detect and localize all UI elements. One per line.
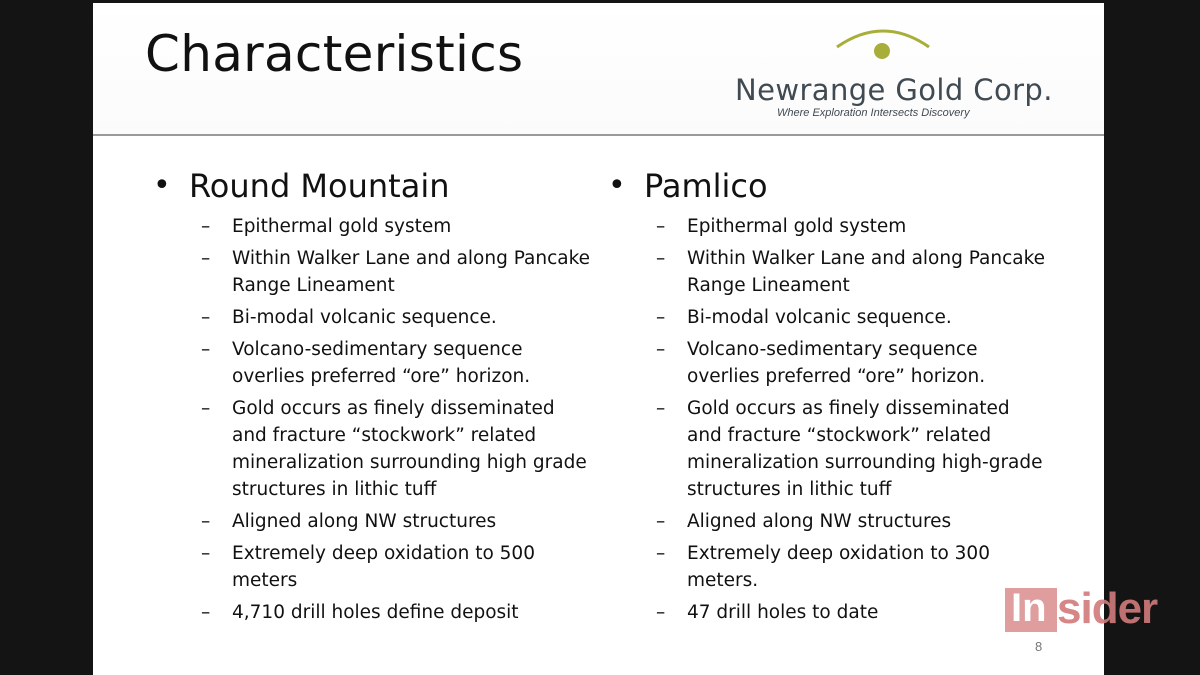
dash-mark: –	[201, 398, 211, 419]
dash-mark: –	[656, 602, 666, 623]
dash-mark: –	[656, 248, 666, 269]
list-item: – Bi-modal volcanic sequence.	[656, 304, 1046, 331]
dash-mark: –	[201, 602, 211, 623]
dash-mark: –	[201, 216, 211, 237]
characteristics-list	[151, 213, 591, 626]
dash-mark: –	[656, 307, 666, 328]
dash-mark: –	[656, 216, 666, 237]
watermark-rest: sider	[1057, 584, 1158, 633]
list-item: – Within Walker Lane and along Pancake Range Lineament	[656, 245, 1046, 299]
heading-text: Round Mountain	[189, 167, 450, 205]
slide-title: Characteristics	[145, 25, 524, 83]
list-item: – Epithermal gold system	[656, 213, 1046, 240]
dash-mark: –	[656, 511, 666, 532]
slide-header	[93, 3, 1104, 134]
list-item: – Volcano-sedimentary sequence overlies preferred “ore” horizon.	[201, 336, 591, 390]
heading-text: Pamlico	[644, 167, 768, 205]
header-divider	[93, 134, 1104, 136]
list-item: – Extremely deep oxidation to 300 meters.	[656, 540, 1046, 594]
list-item: – Epithermal gold system	[201, 213, 591, 240]
bullet-mark: •	[153, 168, 171, 203]
watermark-first: In	[1011, 586, 1047, 630]
list-item: – 47 drill holes to date	[656, 599, 1046, 626]
dash-mark: –	[201, 543, 211, 564]
bullet-mark: •	[608, 168, 626, 203]
dash-mark: –	[201, 511, 211, 532]
list-item: – Volcano-sedimentary sequence overlies preferred “ore” horizon.	[656, 336, 1046, 390]
dash-mark: –	[656, 543, 666, 564]
dash-mark: –	[656, 339, 666, 360]
logo-tagline: Where Exploration Intersects Discovery	[777, 107, 970, 119]
list-item: – Within Walker Lane and along Pancake Range Lineament	[201, 245, 591, 299]
insider-watermark	[1005, 584, 1165, 636]
column-heading	[606, 165, 1046, 207]
presentation-slide	[93, 3, 1104, 675]
dash-mark: –	[201, 248, 211, 269]
column-pamlico	[606, 165, 1046, 631]
dash-mark: –	[201, 307, 211, 328]
logo-eye-icon	[833, 21, 933, 63]
list-item: – Aligned along NW structures	[656, 508, 1046, 535]
list-item: – Aligned along NW structures	[201, 508, 591, 535]
page-number: 8	[1035, 639, 1043, 654]
column-round-mountain	[151, 165, 591, 631]
dash-mark: –	[201, 339, 211, 360]
dash-mark: –	[656, 398, 666, 419]
list-item: – Gold occurs as finely disseminated and fracture “stockwork” related mineralization surrounding high grade structures in lithic tuff	[201, 395, 591, 503]
list-item: – Extremely deep oxidation to 500 meters	[201, 540, 591, 594]
column-heading	[151, 165, 591, 207]
characteristics-list	[606, 213, 1046, 626]
list-item: – Gold occurs as finely disseminated and fracture “stockwork” related mineralization surrounding high-grade structures in lithic tuff	[656, 395, 1046, 503]
logo-company-name: Newrange Gold Corp.	[735, 73, 1053, 107]
list-item: – 4,710 drill holes define deposit	[201, 599, 591, 626]
list-item: – Bi-modal volcanic sequence.	[201, 304, 591, 331]
